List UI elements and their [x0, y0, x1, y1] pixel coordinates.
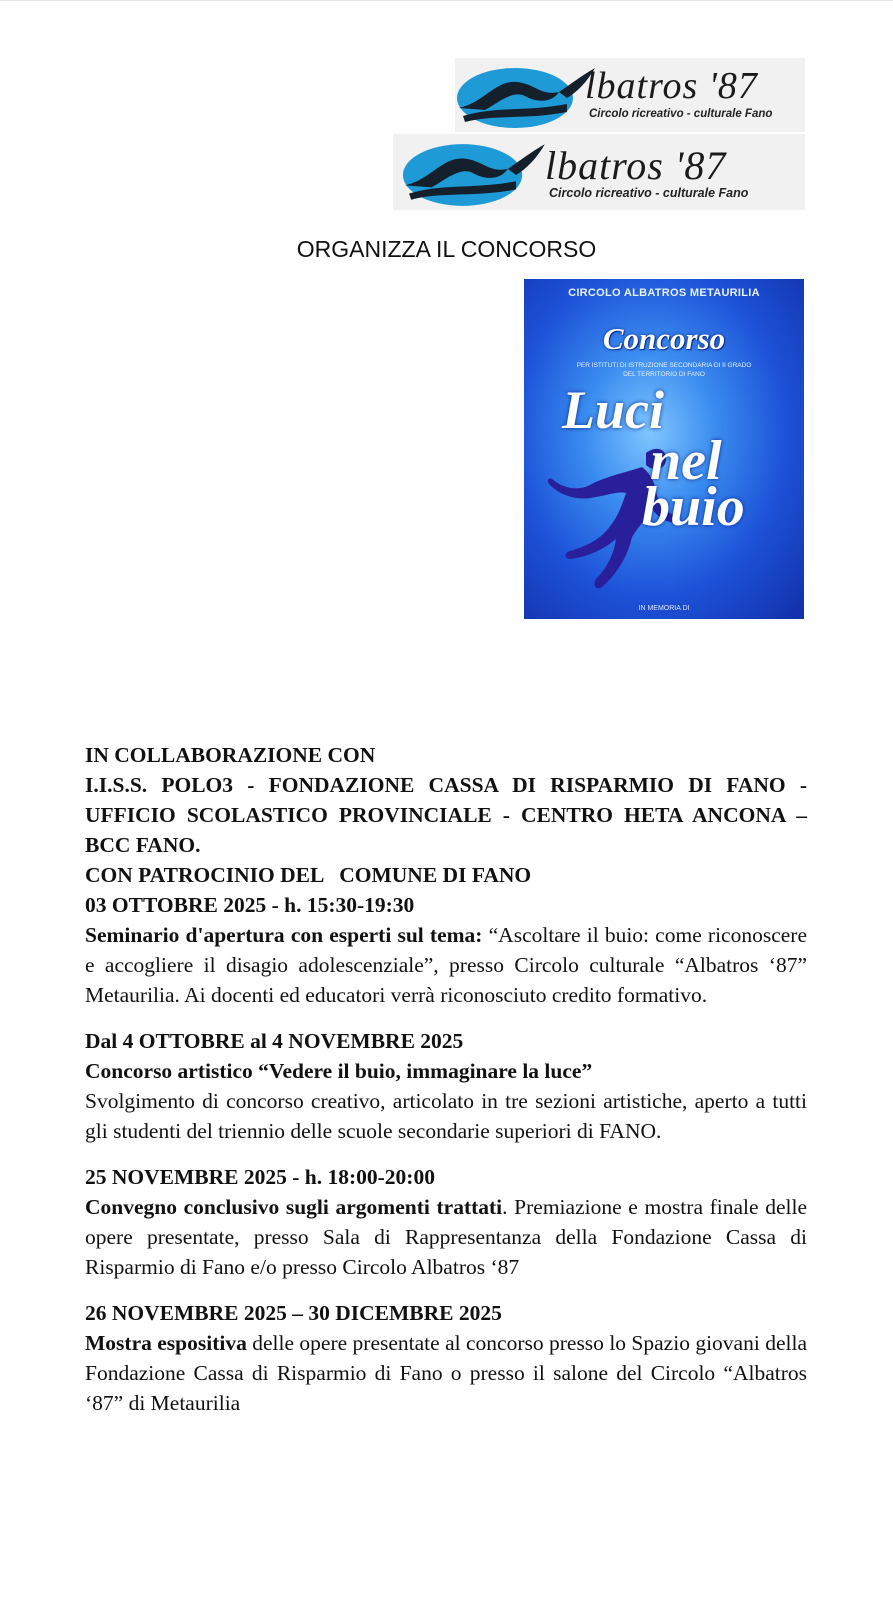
event-seminario — [85, 890, 807, 1010]
event-description — [85, 1328, 807, 1418]
event-text: delle opere presentate al concorso presso lo Spazio giovani della Fondazione Cassa di Risparmio di Fano o presso il salone del Circolo “Albatros ‘87” di Metaurilia — [85, 1331, 807, 1415]
event-date: Dal 4 OTTOBRE al 4 NOVEMBRE 2025 — [85, 1029, 464, 1053]
event-title: Concorso artistico “Vedere il buio, immaginare la luce” — [85, 1059, 593, 1083]
logo-wordmark: lbatros '87 — [585, 65, 758, 107]
event-bold-lead: Seminario d'apertura con esperti sul tema: — [85, 923, 483, 947]
document-body — [85, 740, 807, 1434]
albatros-wave-icon — [455, 62, 605, 132]
albatros-wave-icon — [393, 138, 563, 210]
poster-word-nel: nel — [650, 430, 722, 492]
contest-poster — [524, 279, 804, 619]
logo-tagline: Circolo ricreativo - culturale Fano — [549, 186, 749, 200]
page-top-border — [0, 0, 893, 1]
event-text: . Premiazione e mostra finale delle opere presentate, presso Sala di Rappresentanza della Fondazione Cassa di Risparmio di Fano e/o presso Circolo Albatros ‘87 — [85, 1195, 808, 1279]
poster-word-luci: Luci — [562, 380, 664, 440]
albatros-logo-bottom — [393, 134, 805, 210]
event-date: 26 NOVEMBRE 2025 – 30 DICEMBRE 2025 — [85, 1301, 502, 1325]
event-concorso — [85, 1026, 807, 1146]
event-date: 03 OTTOBRE 2025 - h. 15:30-19:30 — [85, 893, 415, 917]
organizza-heading: ORGANIZZA IL CONCORSO — [296, 236, 597, 262]
event-date: 25 NOVEMBRE 2025 - h. 18:00-20:00 — [85, 1165, 435, 1189]
poster-concorso: Concorso — [602, 321, 726, 356]
event-bold-lead: Convegno conclusivo sugli argomenti trattati — [85, 1195, 503, 1219]
event-text: “Ascoltare il buio: come riconoscere e accogliere il disagio adolescenziale”, presso Circolo culturale “Albatros ‘87” Metaurilia. Ai docenti ed educatori verrà riconosciuto credito formativo. — [85, 923, 807, 1007]
event-bold-lead: Mostra espositiva — [85, 1331, 247, 1355]
event-description — [85, 920, 807, 1010]
poster-subtitle: PER ISTITUTI DI ISTRUZIONE SECONDARIA DI II GRADO DEL TERRITORIO DI FANO — [576, 362, 752, 378]
collab-heading: IN COLLABORAZIONE CON — [85, 743, 376, 767]
collab-partners: I.I.S.S. POLO3 - FONDAZIONE CASSA DI RISPARMIO DI FANO - UFFICIO SCOLASTICO PROVINCIALE - CENTRO HETA ANCONA – BCC FANO. — [85, 773, 807, 857]
poster-footer: IN MEMORIA DI — [638, 605, 690, 612]
patrocinio-line: CON PATROCINIO DEL COMUNE DI FANO — [85, 863, 532, 887]
event-mostra — [85, 1298, 807, 1418]
poster-word-buio: buio — [642, 476, 745, 538]
event-text: Svolgimento di concorso creativo, articolato in tre sezioni artistiche, aperto a tutti gli studenti del triennio delle scuole secondarie superiori di FANO. — [85, 1089, 807, 1143]
event-convegno — [85, 1162, 807, 1282]
albatros-logo-top — [455, 58, 805, 132]
logo-wordmark: lbatros '87 — [545, 143, 727, 188]
logo-tagline: Circolo ricreativo - culturale Fano — [589, 108, 773, 120]
poster-organizer: CIRCOLO ALBATROS METAURILIA — [568, 287, 760, 299]
event-description — [85, 1192, 807, 1282]
